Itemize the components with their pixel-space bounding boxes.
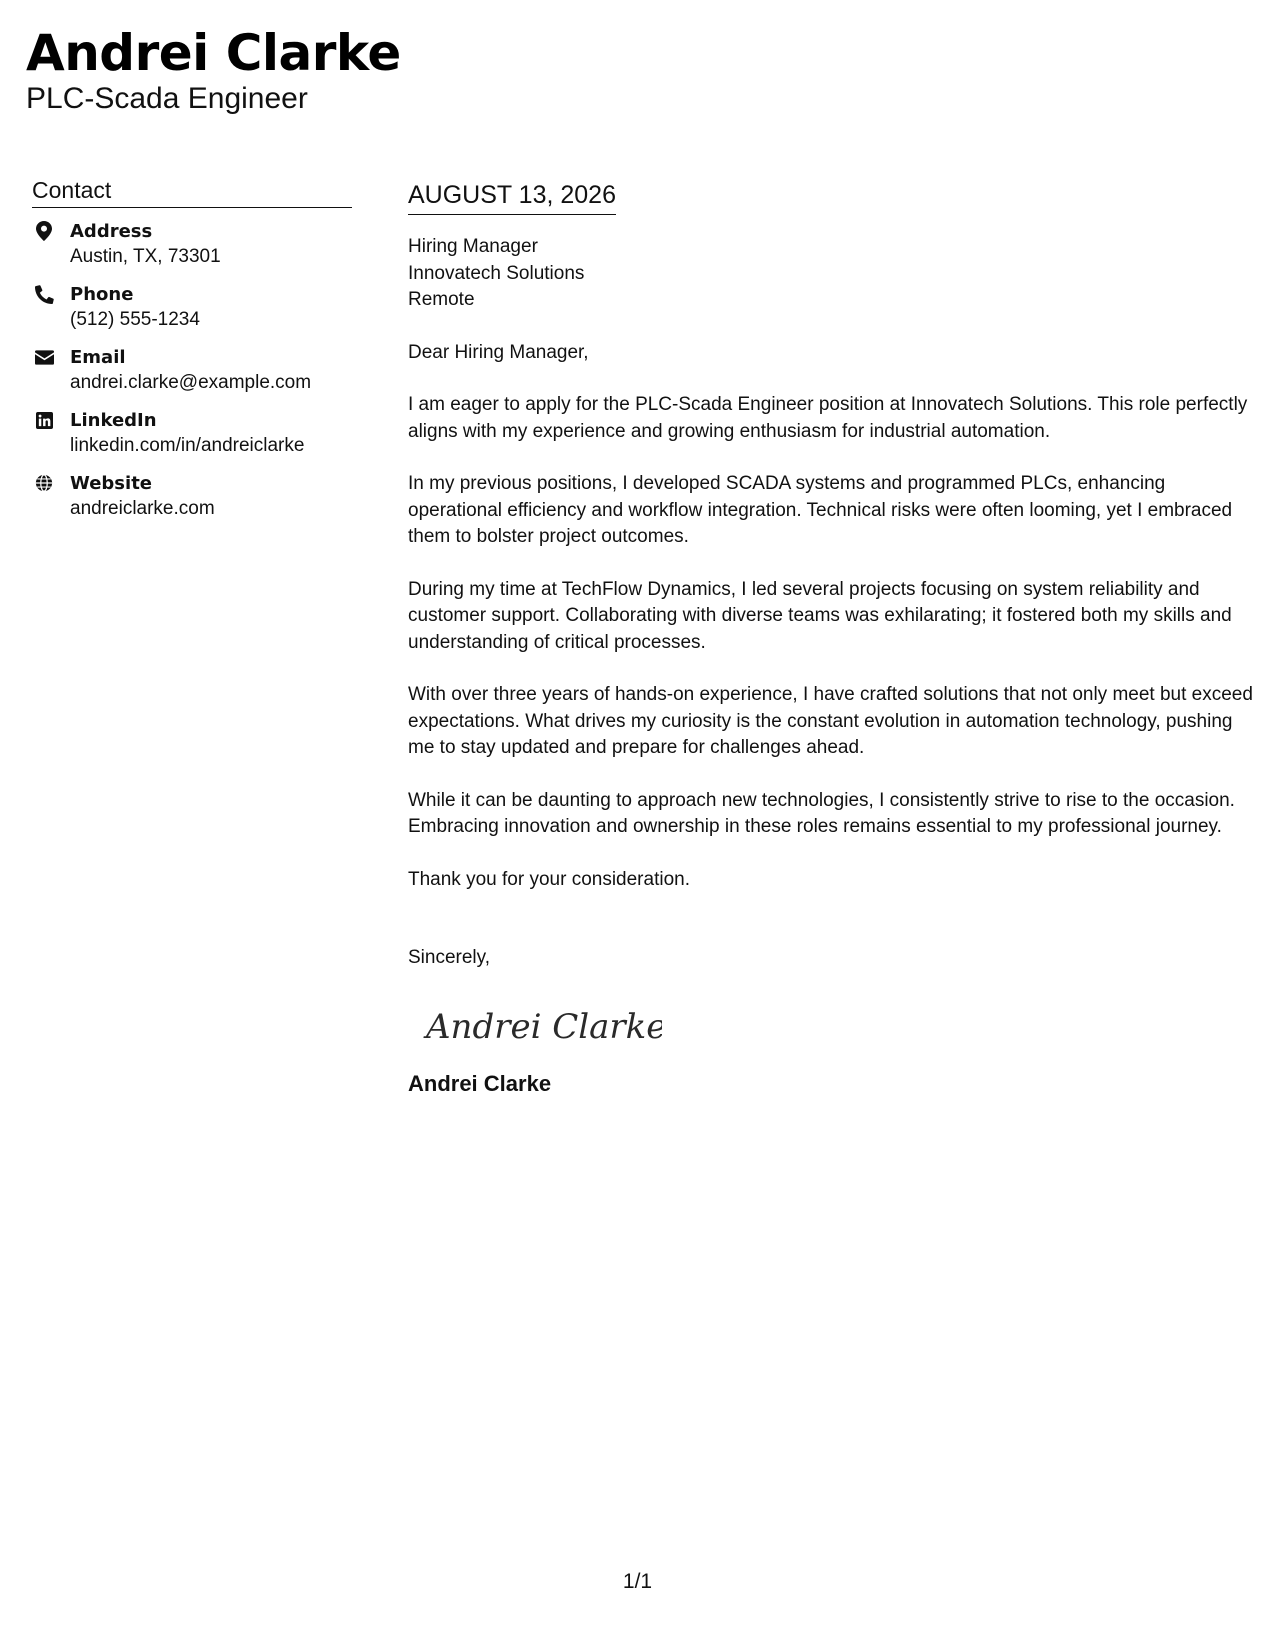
paragraph-5: While it can be daunting to approach new technologies, I consistently strive to rise to the occasion. Embracing innovation and ownership in these roles remains essential to my professional journey. [408, 789, 1235, 837]
salutation: Dear Hiring Manager, [408, 341, 589, 363]
closing: Sincerely, [408, 947, 491, 968]
applicant-title: PLC-Scada Engineer [26, 82, 308, 115]
page-number: 1/1 [622, 1570, 653, 1593]
contact-label-email: Email [70, 347, 126, 368]
cover-letter-body [408, 179, 1253, 1098]
contact-item-address [32, 220, 352, 283]
contact-item-website [32, 472, 352, 535]
recipient-block [408, 234, 1253, 314]
handwritten-signature [422, 994, 1253, 1054]
applicant-name: Andrei Clarke [26, 24, 401, 82]
contact-sidebar [32, 176, 352, 535]
paragraph-6: Thank you for your consideration. [408, 868, 690, 890]
recipient-location: Remote [408, 289, 475, 310]
recipient-name: Hiring Manager [408, 236, 538, 257]
recipient-company: Innovatech Solutions [408, 262, 585, 284]
contact-label-address: Address [70, 221, 153, 242]
phone-icon [34, 284, 54, 304]
contact-value-phone: (512) 555-1234 [70, 309, 200, 330]
contact-value-website: andreiclarke.com [70, 498, 215, 519]
paragraph-3: During my time at TechFlow Dynamics, I led several projects focusing on system reliability and customer support. Collaborating with diverse teams was exhilarating; it fostered both my skills and understanding of critical processes. [408, 578, 1232, 653]
globe-icon [34, 473, 54, 493]
contact-item-email [32, 346, 352, 409]
contact-item-phone [32, 283, 352, 346]
letter-date: AUGUST 13, 2026 [408, 179, 616, 215]
resume-header [26, 24, 401, 116]
contact-value-linkedin: linkedin.com/in/andreiclarke [70, 435, 305, 456]
contact-list [32, 220, 352, 535]
contact-value-address: Austin, TX, 73301 [70, 246, 221, 267]
paragraph-4: With over three years of hands-on experience, I have crafted solutions that not only meet but exceed expectations. What drives my curiosity is the constant evolution in automation technology, pushing me to stay updated and prepare for challenges ahead. [408, 684, 1253, 758]
contact-value-email: andrei.clarke@example.com [70, 372, 312, 393]
contact-label-phone: Phone [70, 284, 134, 305]
signed-name: Andrei Clarke [408, 1070, 552, 1096]
envelope-icon [34, 347, 54, 367]
contact-label-linkedin: LinkedIn [70, 410, 157, 431]
paragraph-1: I am eager to apply for the PLC-Scada Engineer position at Innovatech Solutions. This role perfectly aligns with my experience and growing enthusiasm for industrial automation. [408, 394, 1248, 442]
contact-item-linkedin [32, 409, 352, 472]
paragraph-2: In my previous positions, I developed SCADA systems and programmed PLCs, enhancing operational efficiency and workflow integration. Technical risks were often looming, yet I embraced them to bolster project outcomes. [408, 473, 1233, 547]
contact-label-website: Website [70, 473, 153, 494]
svg-text:Andrei Clarke: Andrei Clarke [426, 1006, 662, 1047]
contact-heading: Contact [32, 176, 352, 208]
map-pin-icon [34, 221, 54, 241]
linkedin-icon [34, 410, 54, 430]
